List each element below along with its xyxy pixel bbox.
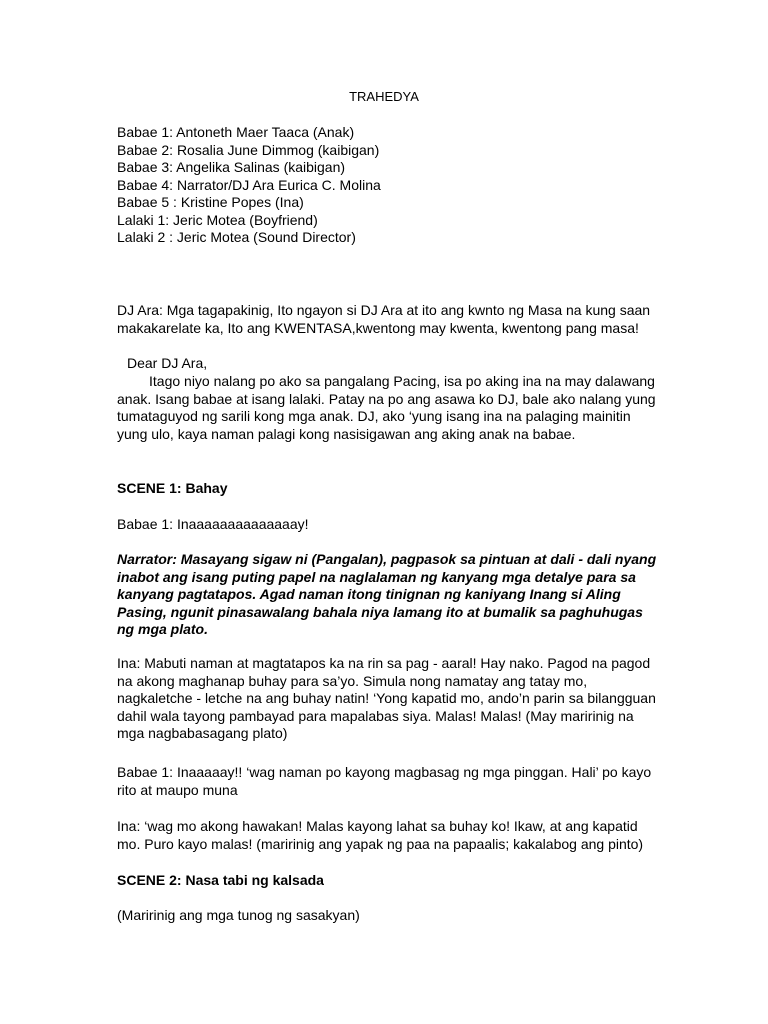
- letter-salutation: Dear DJ Ara,: [127, 355, 208, 371]
- cast-item: Babae 4: Narrator/DJ Ara Eurica C. Molina: [117, 176, 381, 193]
- narration-paragraph: Narrator: Masayang sigaw ni (Pangalan), pagpasok sa pintuan at dali - dali nyang inabot ang isang puting papel na naglalaman ng kanyang mga detalye para sa kanyang pagtatapos. Agad naman itong tinignan ng kaniyang Inang si Aling Pasing, ngunit pinasawalang bahala niya lamang ito at bumalik sa paghuhugas ng mga plato.: [117, 551, 657, 637]
- babae-dialogue-2: Babae 1: Inaaaaay!! ‘wag naman po kayong magbasag ng mga pinggan. Hali’ po kayo rito at maupo muna: [117, 764, 652, 798]
- cast-item: Babae 5 : Kristine Popes (Ina): [117, 194, 304, 210]
- scene2-dialogue-line: (Maririnig ang mga tunog ng sasakyan): [117, 907, 360, 923]
- scene1-dialogue-line: Babae 1: Inaaaaaaaaaaaaaay!: [117, 516, 309, 532]
- cast-item: Babae 1: Antoneth Maer Taaca (Anak): [117, 124, 355, 140]
- cast-item: Lalaki 1: Jeric Motea (Boyfriend): [117, 211, 318, 228]
- cast-item: Lalaki 2 : Jeric Motea (Sound Director): [117, 229, 356, 245]
- scene2-heading: SCENE 2: Nasa tabi ng kalsada: [117, 872, 324, 888]
- letter-body: Itago niyo nalang po ako sa pangalang Pacing, isa po aking ina na may dalawang anak. Isang babae at isang lalaki. Patay na po ang asawa ko DJ, bale ako nalang yung tumataguyod ng sarili kong mga anak. DJ, ako ‘yung isang ina na palaging mainitin yung ulo, kaya naman palagi kong nasisigawan ang aking anak na babae.: [117, 373, 656, 442]
- intro-paragraph: DJ Ara: Mga tagapakinig, Ito ngayon si DJ Ara at ito ang kwnto ng Masa na kung saan makakarelate ka, Ito ang KWENTASA,kwentong may kwenta, kwentong pang masa!: [117, 302, 651, 336]
- ina-dialogue-1: Ina: Mabuti naman at magtatapos ka na rin sa pag - aaral! Hay nako. Pagod na pagod na akong maghanap buhay para sa’yo. Simula nong namatay ang tatay mo, nagkaletche - letche na ang buhay natin! ‘Yong kapatid mo, ando’n parin sa bilangguan dahil wala tayong pambayad para mapalabas siya. Malas! Malas! (May maririnig na mga nagbabasagang plato): [117, 655, 656, 741]
- scene1-heading: SCENE 1: Bahay: [117, 480, 228, 496]
- cast-item: Babae 2: Rosalia June Dimmog (kaibigan): [117, 141, 380, 158]
- cast-list: [117, 124, 657, 247]
- cast-item: Babae 3: Angelika Salinas (kaibigan): [117, 159, 346, 175]
- ina-dialogue-2: Ina: ‘wag mo akong hawakan! Malas kayong lahat sa buhay ko! Ikaw, at ang kapatid mo. Puro kayo malas! (maririnig ang yapak ng paa na papaalis; kakalabog ang pinto): [117, 818, 644, 852]
- document-title: TRAHEDYA: [349, 89, 419, 104]
